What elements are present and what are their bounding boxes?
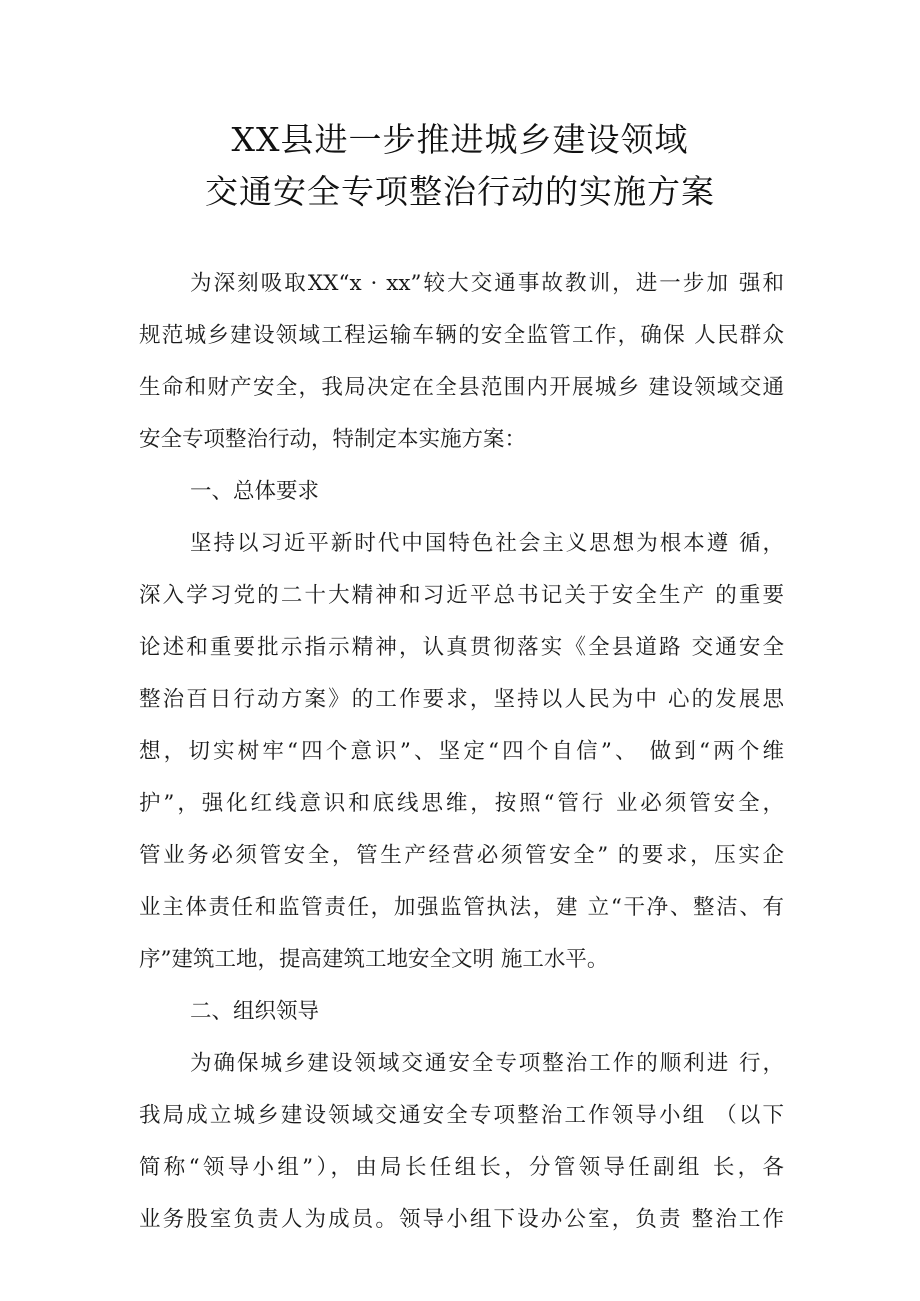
section1-line: 护”，强化红线意识和底线思维，按照“管行 业必须管安全， — [139, 791, 784, 816]
section-heading-2: 二、组织领导 — [190, 999, 320, 1024]
section2-line: 简称“领导小组”），由局长任组长，分管领导任副组 长，各 — [139, 1155, 784, 1180]
section1-line: 坚持以习近平新时代中国特色社会主义思想为根本遵 循， — [190, 531, 784, 556]
section1-line: 论述和重要批示指示精神，认真贯彻落实《全县道路 交通安全 — [139, 635, 784, 660]
section1-line: 想，切实树牢“四个意识”、坚定“四个自信”、 做到“两个维 — [139, 739, 784, 764]
section-heading-1: 一、总体要求 — [190, 479, 320, 504]
intro-line: 生命和财产安全，我局决定在全县范围内开展城乡 建设领域交通 — [139, 375, 784, 400]
section2-line: 业务股室负责人为成员。领导小组下设办公室，负责 整治工作 — [139, 1207, 784, 1232]
document-title-line-1: XX县进一步推进城乡建设领域 — [231, 120, 689, 159]
section1-line: 业主体责任和监管责任，加强监管执法，建 立“干净、整洁、有 — [139, 895, 784, 920]
intro-line: 规范城乡建设领域工程运输车辆的安全监管工作，确保 人民群众 — [139, 323, 784, 348]
intro-line: 安全专项整治行动，特制定本实施方案： — [139, 427, 527, 452]
section1-line: 深入学习党的二十大精神和习近平总书记关于安全生产 的重要 — [139, 583, 784, 608]
section2-line: 为确保城乡建设领域交通安全专项整治工作的顺利进 行， — [190, 1051, 784, 1076]
intro-line: 为深刻吸取XX“x · xx”较大交通事故教训，进一步加 强和 — [190, 271, 784, 296]
section1-line: 整治百日行动方案》的工作要求，坚持以人民为中 心的发展思 — [139, 687, 784, 712]
document-title-line-2: 交通安全专项整治行动的实施方案 — [205, 172, 715, 211]
section2-line: 我局成立城乡建设领域交通安全专项整治工作领导小组 （以下 — [139, 1103, 784, 1128]
section1-line: 序”建筑工地，提高建筑工地安全文明 施工水平。 — [139, 947, 609, 972]
section1-line: 管业务必须管安全，管生产经营必须管安全” 的要求，压实企 — [139, 843, 784, 868]
